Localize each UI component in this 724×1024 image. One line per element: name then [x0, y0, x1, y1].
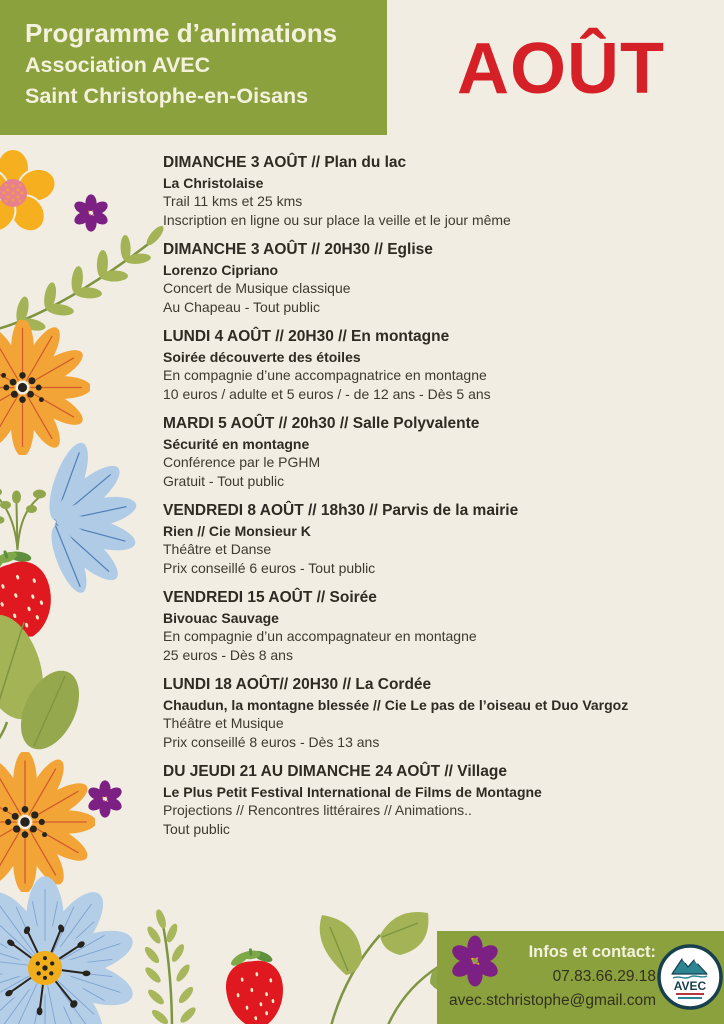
contact-heading: Infos et contact: [528, 943, 656, 961]
event-item [163, 762, 719, 838]
leaves-icon [268, 905, 448, 1024]
poster-subtitle-village: Saint Christophe-en-Oisans [25, 84, 309, 108]
event-line: En compagnie d’un accompagnateur en montagne [163, 628, 477, 644]
yellow-flower-icon [0, 148, 58, 238]
event-title: LUNDI 18 AOÛT// 20H30 // La Cordée [163, 676, 432, 693]
event-title: VENDREDI 8 AOÛT // 18h30 // Parvis de la mairie [163, 502, 519, 519]
fern-icon [126, 905, 214, 1024]
header [0, 0, 387, 135]
event-lines [163, 366, 719, 403]
event-line: Théâtre et Musique [163, 715, 284, 731]
event-line: Inscription en ligne ou sur place la veille et le jour même [163, 211, 511, 228]
event-title: VENDREDI 15 AOÛT // Soirée [163, 589, 377, 606]
event-lines [163, 540, 719, 577]
event-item [163, 414, 719, 490]
event-line: Projections // Rencontres littéraires // Animations.. [163, 802, 472, 818]
event-line: Gratuit - Tout public [163, 472, 285, 489]
event-line: Trail 11 kms et 25 kms [163, 193, 303, 209]
event-lines [163, 453, 719, 490]
event-item [163, 240, 719, 316]
event-item [163, 588, 719, 664]
avec-logo [657, 944, 723, 1010]
event-item [163, 675, 719, 751]
contact-email: avec.stchristophe@gmail.com [449, 992, 656, 1009]
event-lines [163, 714, 719, 751]
event-item [163, 501, 719, 577]
avec-logo-text: AVEC [673, 979, 707, 993]
poster-title: Programme d’animations [25, 18, 338, 48]
event-subtitle: Sécurité en montagne [163, 435, 310, 452]
event-title: DIMANCHE 3 AOÛT // Plan du lac [163, 154, 407, 171]
event-subtitle: La Christolaise [163, 174, 264, 191]
event-lines [163, 279, 719, 316]
event-title: DIMANCHE 3 AOÛT // 20H30 // Eglise [163, 241, 433, 258]
event-line: Au Chapeau - Tout public [163, 298, 320, 315]
contact-box [437, 931, 724, 1024]
event-line: Concert de Musique classique [163, 280, 351, 296]
events-list [163, 153, 719, 849]
event-item [163, 153, 719, 229]
blue-flower-icon [0, 878, 135, 1024]
contact-phone: 07.83.66.29.18 [552, 968, 656, 985]
event-lines [163, 801, 719, 838]
event-title: MARDI 5 AOÛT // 20h30 // Salle Polyvalente [163, 415, 480, 432]
month-label: AOÛT [457, 29, 665, 109]
event-subtitle: Lorenzo Cipriano [163, 261, 279, 278]
event-item [163, 327, 719, 403]
event-line: Prix conseillé 6 euros - Tout public [163, 559, 376, 576]
event-subtitle: Rien // Cie Monsieur K [163, 522, 311, 539]
event-title: DU JEUDI 21 AU DIMANCHE 24 AOÛT // Village [163, 763, 507, 780]
event-line: Théâtre et Danse [163, 541, 272, 557]
event-lines [163, 192, 719, 229]
event-line: 25 euros - Dès 8 ans [163, 646, 293, 663]
orange-flower-icon [0, 320, 90, 455]
orange-flower-icon [0, 752, 95, 892]
purple-flower-icon [72, 194, 110, 232]
event-line: Tout public [163, 820, 230, 837]
contact-text [445, 941, 656, 1013]
event-lines [163, 627, 719, 664]
event-subtitle: Chaudun, la montagne blessée // Cie Le pas de l’oiseau et Duo Vargoz [163, 696, 629, 713]
event-title: LUNDI 4 AOÛT // 20H30 // En montagne [163, 328, 450, 345]
poster-subtitle-association: Association AVEC [25, 53, 211, 77]
event-line: Prix conseillé 8 euros - Dès 13 ans [163, 733, 380, 750]
event-line: 10 euros / adulte et 5 euros / - de 12 ans - Dès 5 ans [163, 385, 491, 402]
purple-flower-icon [86, 780, 124, 818]
leaves-icon [0, 612, 97, 757]
event-line: Conférence par le PGHM [163, 454, 321, 470]
event-line: En compagnie d’une accompagnatrice en montagne [163, 367, 487, 383]
event-subtitle: Soirée découverte des étoiles [163, 348, 361, 365]
event-subtitle: Bivouac Sauvage [163, 609, 279, 626]
event-subtitle: Le Plus Petit Festival International de Films de Montagne [163, 783, 542, 800]
